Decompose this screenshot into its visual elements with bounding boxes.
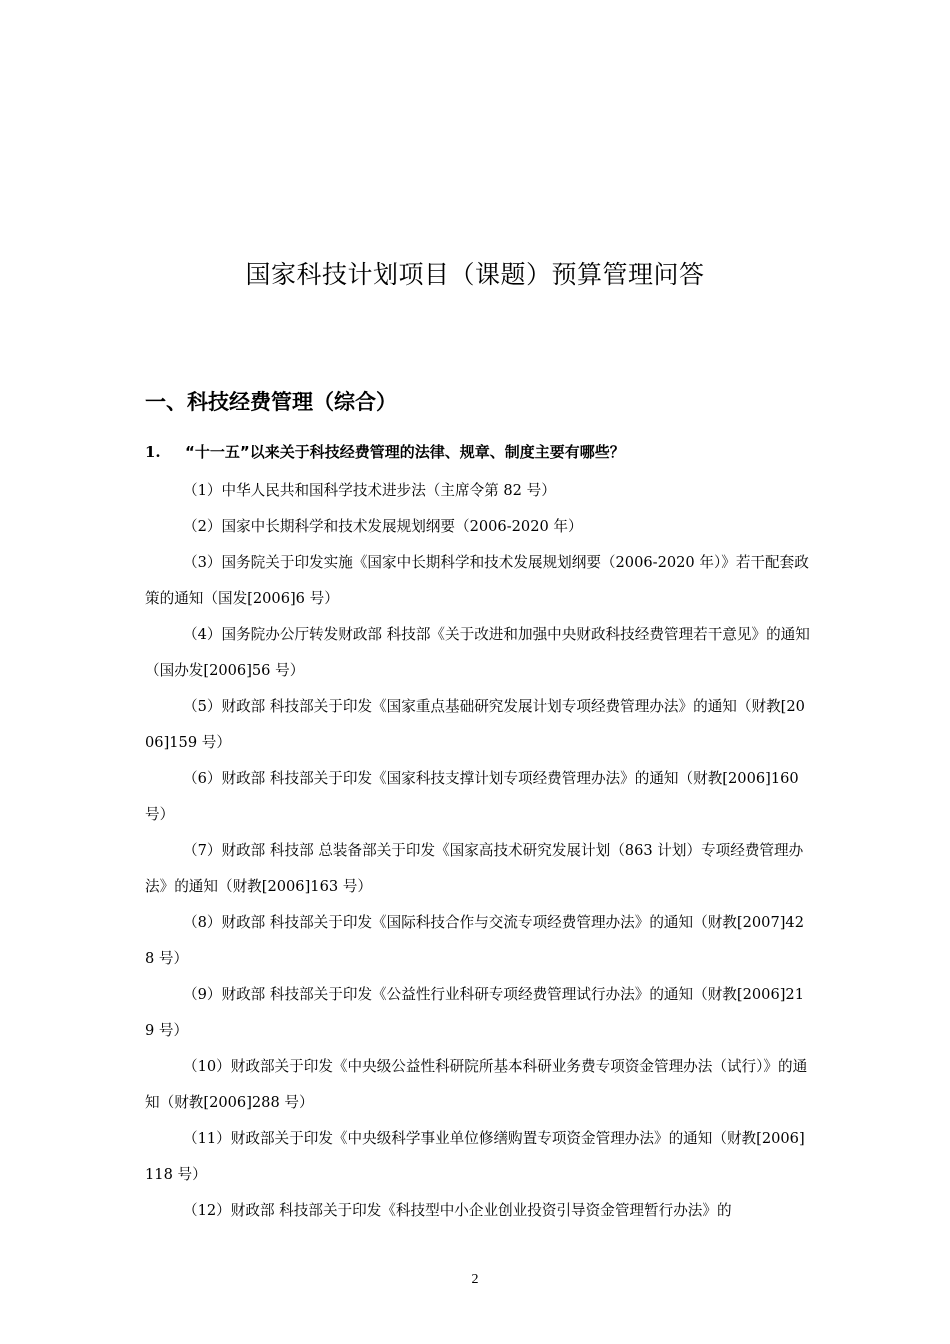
answer-item: （4）国务院办公厅转发财政部 科技部《关于改进和加强中央财政科技经费管理若干意见》的通知（国办发[2006]56 号） xyxy=(145,626,810,679)
answer-item: （9）财政部 科技部关于印发《公益性行业科研专项经费管理试行办法》的通知（财教[2006]219 号） xyxy=(145,986,804,1039)
answer-item: （12）财政部 科技部关于印发《科技型中小企业创业投资引导资金管理暂行办法》的 xyxy=(183,1202,732,1219)
document-title: 国家科技计划项目（课题）预算管理问答 xyxy=(245,260,705,289)
section-heading: 一、科技经费管理（综合） xyxy=(145,390,397,414)
answer-item: （10）财政部关于印发《中央级公益性科研院所基本科研业务费专项资金管理办法（试行）》的通知（财教[2006]288 号） xyxy=(145,1058,808,1111)
answer-item: （3）国务院关于印发实施《国家中长期科学和技术发展规划纲要（2006-2020 年）》若干配套政策的通知（国发[2006]6 号） xyxy=(145,554,809,607)
question-1 xyxy=(145,440,810,464)
answer-item: （1）中华人民共和国科学技术进步法（主席令第 82 号） xyxy=(183,482,556,499)
page-number: 2 xyxy=(471,1272,479,1287)
answer-item: （5）财政部 科技部关于印发《国家重点基础研究发展计划专项经费管理办法》的通知（财教[2006]159 号） xyxy=(145,698,805,751)
question-number: 1. xyxy=(145,443,161,461)
answer-list xyxy=(145,473,810,1229)
answer-item: （2）国家中长期科学和技术发展规划纲要（2006-2020 年） xyxy=(183,518,583,535)
answer-item: （6）财政部 科技部关于印发《国家科技支撑计划专项经费管理办法》的通知（财教[2006]160 号） xyxy=(145,770,799,823)
question-text: “十一五”以来关于科技经费管理的法律、规章、制度主要有哪些？ xyxy=(185,443,625,461)
answer-item: （7）财政部 科技部 总装备部关于印发《国家高技术研究发展计划（863 计划）专项经费管理办法》的通知（财教[2006]163 号） xyxy=(145,842,804,895)
answer-item: （8）财政部 科技部关于印发《国际科技合作与交流专项经费管理办法》的通知（财教[2007]428 号） xyxy=(145,914,804,967)
answer-item: （11）财政部关于印发《中央级科学事业单位修缮购置专项资金管理办法》的通知（财教[2006]118 号） xyxy=(145,1130,805,1183)
